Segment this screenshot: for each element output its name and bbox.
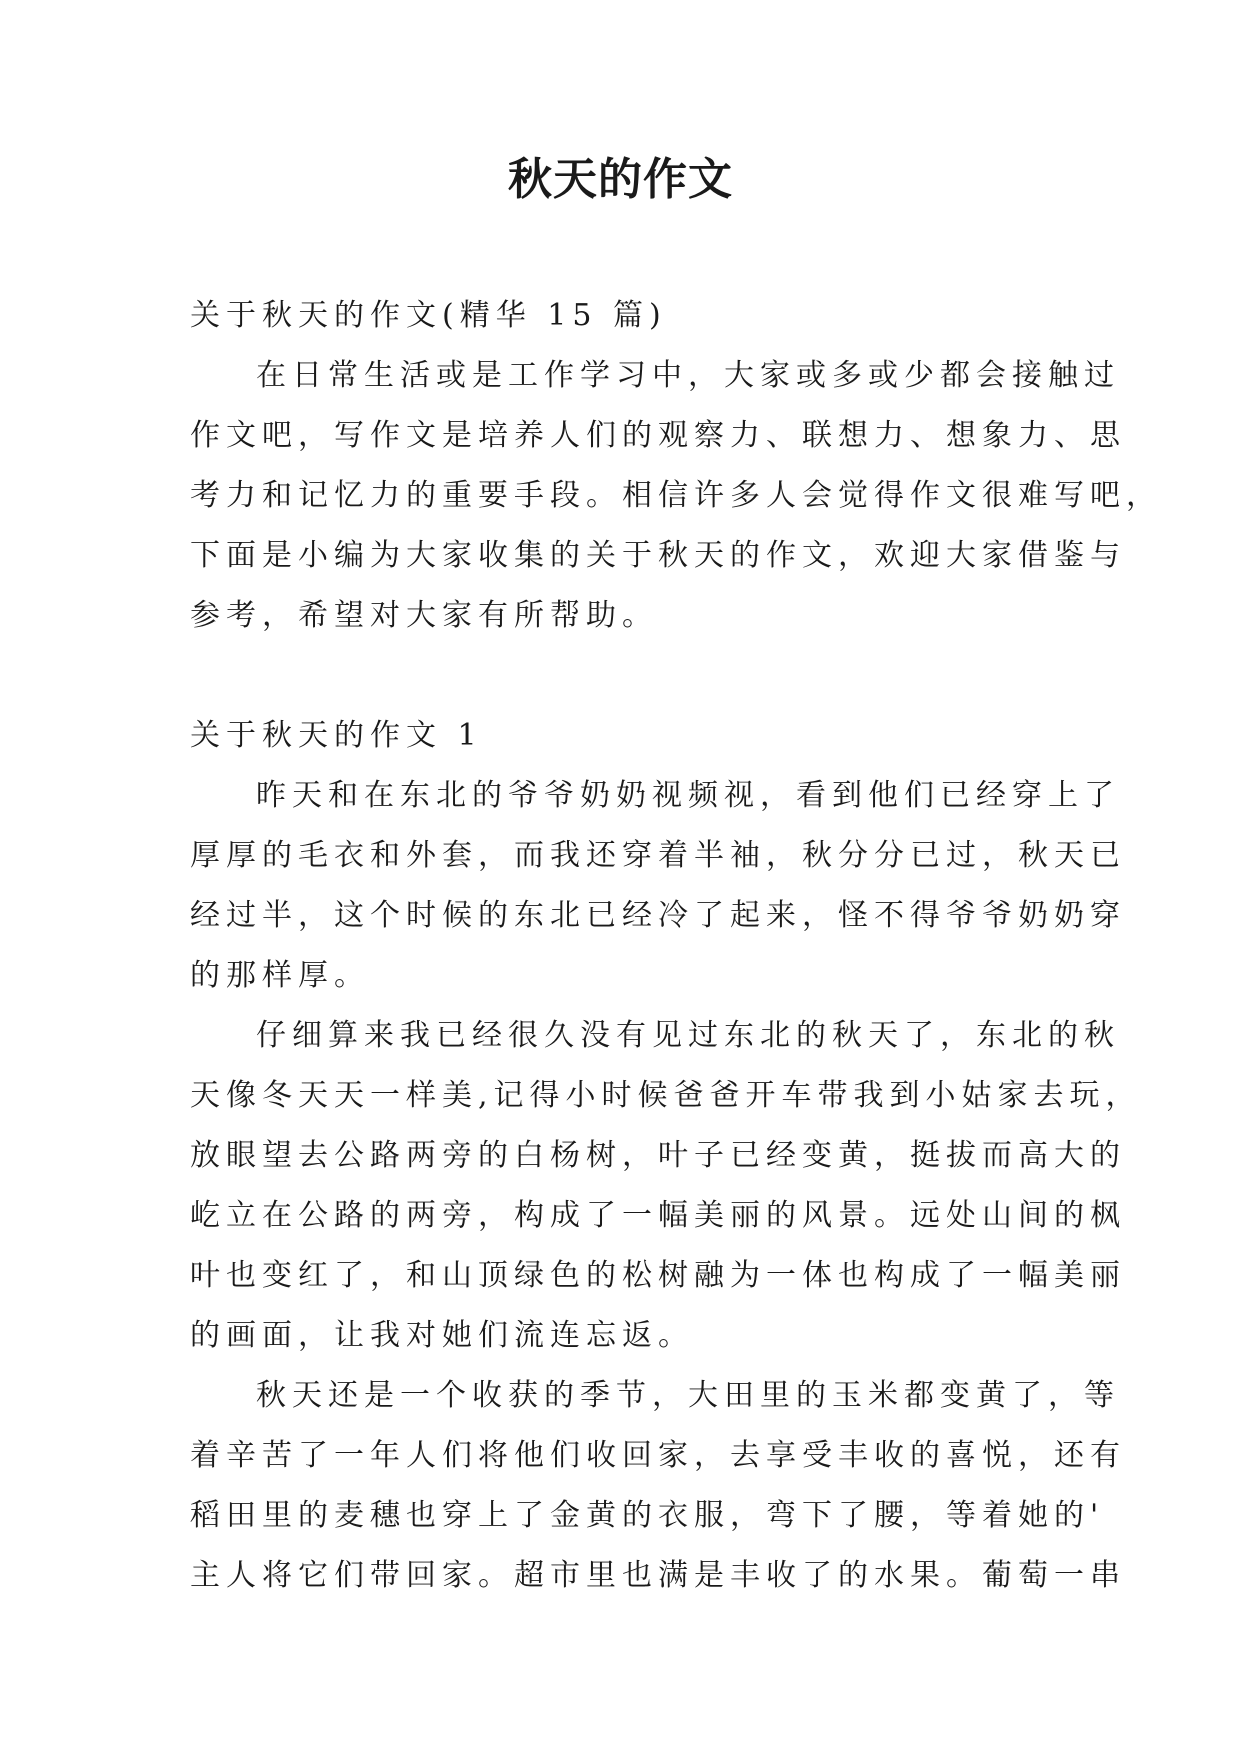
- paragraph-line: 着辛苦了一年人们将他们收回家，去享受丰收的喜悦，还有: [190, 1438, 1126, 1473]
- section-spacer: [190, 646, 1055, 706]
- paragraph-line: 参考，希望对大家有所帮助。: [190, 598, 658, 633]
- paragraph-line: 的那样厚。: [190, 958, 370, 993]
- paragraph-line: 经过半，这个时候的东北已经冷了起来，怪不得爷爷奶奶穿: [190, 898, 1126, 933]
- essay-collection-heading: 关于秋天的作文(精华 15 篇): [190, 298, 667, 333]
- document-body: [190, 286, 1162, 1606]
- paragraph-line: 放眼望去公路两旁的白杨树，叶子已经变黄，挺拔而高大的: [190, 1138, 1126, 1173]
- paragraph-line: 秋天还是一个收获的季节，大田里的玉米都变黄了，等: [256, 1378, 1120, 1413]
- section1-paragraph-3: [190, 1366, 1126, 1606]
- paragraph-line: 在日常生活或是工作学习中，大家或多或少都会接触过: [256, 358, 1120, 393]
- paragraph-line: 主人将它们带回家。超市里也满是丰收了的水果。葡萄一串: [190, 1558, 1126, 1593]
- paragraph-line: 天像冬天天一样美,记得小时候爸爸开车带我到小姑家去玩，: [190, 1078, 1142, 1113]
- paragraph-line: 屹立在公路的两旁，构成了一幅美丽的风景。远处山间的枫: [190, 1198, 1126, 1233]
- intro-paragraph: [190, 346, 1162, 646]
- paragraph-line: 叶也变红了，和山顶绿色的松树融为一体也构成了一幅美丽: [190, 1258, 1126, 1293]
- paragraph-line: 昨天和在东北的爷爷奶奶视频视，看到他们已经穿上了: [256, 778, 1120, 813]
- paragraph-line: 的画面，让我对她们流连忘返。: [190, 1318, 694, 1353]
- paragraph-line: 作文吧，写作文是培养人们的观察力、联想力、想象力、思: [190, 418, 1126, 453]
- section-heading: 关于秋天的作文 1: [190, 718, 483, 753]
- paragraph-line: 考力和记忆力的重要手段。相信许多人会觉得作文很难写吧，: [190, 478, 1162, 513]
- paragraph-line: 厚厚的毛衣和外套，而我还穿着半袖，秋分分已过，秋天已: [190, 838, 1126, 873]
- document-title: 秋天的作文: [508, 154, 733, 205]
- paragraph-line: 仔细算来我已经很久没有见过东北的秋天了，东北的秋: [256, 1018, 1120, 1053]
- section1-paragraph-2: [190, 1006, 1142, 1366]
- section1-paragraph-1: [190, 766, 1126, 1006]
- paragraph-line: 稻田里的麦穗也穿上了金黄的衣服，弯下了腰，等着她的': [190, 1498, 1105, 1533]
- paragraph-line: 下面是小编为大家收集的关于秋天的作文，欢迎大家借鉴与: [190, 538, 1126, 573]
